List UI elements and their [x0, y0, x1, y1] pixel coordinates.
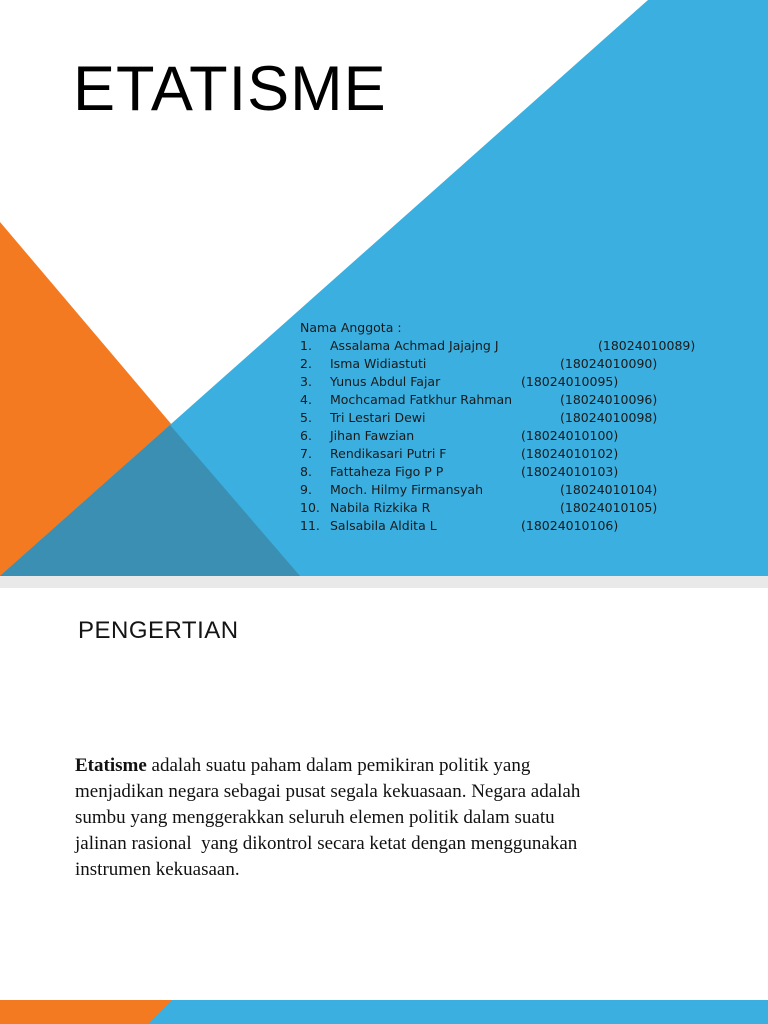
member-number: 1. [300, 338, 312, 353]
definition-line [75, 805, 695, 831]
member-nim: (18024010090) [560, 356, 658, 371]
member-name: Mochcamad Fatkhur Rahman [330, 392, 513, 407]
member-number: 11. [300, 518, 320, 533]
member-number: 5. [300, 410, 312, 425]
member-row [300, 409, 740, 427]
definition-term: Etatisme [75, 755, 147, 776]
member-list [300, 319, 740, 535]
member-name: Salsabila Aldita L [330, 518, 437, 533]
definition-text: sumbu yang menggerakkan seluruh elemen politik dalam suatu [75, 807, 555, 828]
section-heading: PENGERTIAN [78, 617, 239, 644]
next-slide-edge [0, 1000, 768, 1024]
definition-text: menjadikan negara sebagai pusat segala kekuasaan. Negara adalah [75, 781, 581, 802]
member-nim: (18024010096) [560, 392, 658, 407]
member-number: 2. [300, 356, 312, 371]
member-row [300, 391, 740, 409]
member-number: 10. [300, 500, 320, 515]
member-nim: (18024010100) [521, 428, 619, 443]
member-row [300, 355, 740, 373]
member-name: Assalama Achmad Jajajng J [330, 338, 499, 353]
definition-paragraph [75, 753, 695, 883]
member-name: Rendikasari Putri F [330, 446, 447, 461]
member-nim: (18024010103) [521, 464, 619, 479]
definition-line [75, 857, 695, 883]
member-name: Jihan Fawzian [330, 428, 415, 443]
member-row [300, 445, 740, 463]
member-row [300, 463, 740, 481]
definition-slide [0, 588, 768, 1000]
member-number: 9. [300, 482, 312, 497]
member-name: Moch. Hilmy Firmansyah [330, 482, 483, 497]
member-row [300, 373, 740, 391]
member-name: Isma Widiastuti [330, 356, 427, 371]
member-nim: (18024010098) [560, 410, 658, 425]
member-number: 7. [300, 446, 312, 461]
definition-line [75, 779, 695, 805]
member-number: 6. [300, 428, 312, 443]
member-row [300, 481, 740, 499]
member-number: 4. [300, 392, 312, 407]
orange-band [0, 1000, 172, 1024]
definition-text: jalinan rasional yang dikontrol secara ketat dengan menggunakan [75, 833, 578, 854]
member-number: 3. [300, 374, 312, 389]
definition-line [75, 753, 695, 779]
member-nim: (18024010102) [521, 446, 619, 461]
member-name: Yunus Abdul Fajar [330, 374, 441, 389]
member-nim: (18024010106) [521, 518, 619, 533]
member-nim: (18024010104) [560, 482, 658, 497]
member-name: Fattaheza Figo P P [330, 464, 444, 479]
member-row [300, 337, 740, 355]
member-row [300, 499, 740, 517]
slide-title: ETATISME [73, 54, 387, 124]
member-name: Nabila Rizkika R [330, 500, 431, 515]
member-rows [300, 337, 740, 535]
member-nim: (18024010095) [521, 374, 619, 389]
member-row [300, 517, 740, 535]
next-slide-shapes [0, 1000, 768, 1024]
member-nim: (18024010089) [598, 338, 696, 353]
member-row [300, 427, 740, 445]
definition-line [75, 831, 695, 857]
member-nim: (18024010105) [560, 500, 658, 515]
member-number: 8. [300, 464, 312, 479]
definition-text: instrumen kekuasaan. [75, 859, 240, 880]
member-name: Tri Lestari Dewi [330, 410, 426, 425]
definition-text: adalah suatu paham dalam pemikiran politik yang [146, 755, 531, 776]
member-list-heading: Nama Anggota : [300, 320, 402, 335]
